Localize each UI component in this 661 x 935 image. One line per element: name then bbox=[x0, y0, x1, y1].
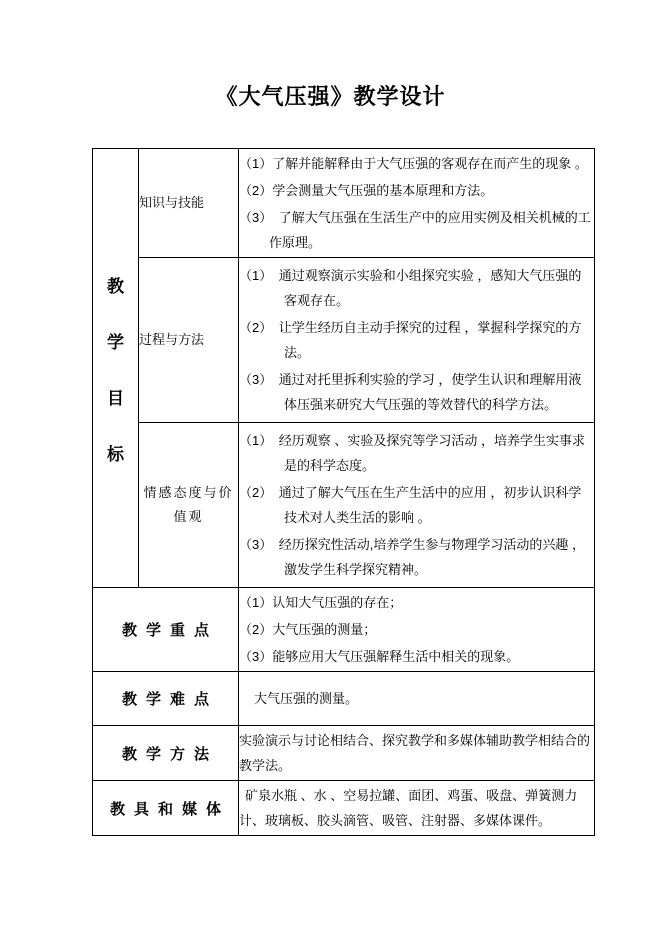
method-label: 教学方法 bbox=[93, 726, 239, 781]
objectives-vertical-label bbox=[93, 272, 138, 465]
objective-item: （3） 经历探究性活动,培养学生参与物理学习活动的兴趣 ，激发学生科学探究精神。 bbox=[239, 537, 585, 577]
table-row bbox=[93, 149, 595, 258]
key-point-item: （3）能够应用大气压强解释生活中相关的现象。 bbox=[239, 649, 520, 664]
process-method-label: 过程与方法 bbox=[139, 258, 239, 423]
page-title: 《大气压强》教学设计 bbox=[215, 84, 446, 109]
materials-content bbox=[239, 781, 595, 836]
objective-item: （1） 经历观察 、实验及探究等学习活动 ，培养学生实事求是的科学态度。 bbox=[239, 433, 585, 473]
objective-item: （1）了解并能解释由于大气压强的客观存在而产生的现象 。 bbox=[239, 156, 588, 171]
difficulty-content bbox=[239, 672, 595, 726]
key-point-item: （1）认知大气压强的存在； bbox=[239, 595, 403, 610]
objective-item: （2） 让学生经历自主动手探究的过程 ，掌握科学探究的方法。 bbox=[239, 320, 582, 360]
teaching-design-table bbox=[92, 148, 595, 836]
objective-item: （3） 了解大气压强在生活生产中的应用实例及相关机械的工作原理。 bbox=[239, 210, 591, 250]
objectives-char: 学 bbox=[107, 332, 124, 352]
attitude-values-content bbox=[239, 423, 595, 588]
difficulty-label: 教学难点 bbox=[93, 672, 239, 726]
key-point-item: （2）大气压强的测量； bbox=[239, 622, 377, 637]
table-row bbox=[93, 672, 595, 726]
objectives-char: 教 bbox=[107, 276, 124, 296]
objectives-char: 目 bbox=[107, 388, 124, 408]
objectives-header-cell bbox=[93, 149, 139, 588]
table-row bbox=[93, 258, 595, 423]
materials-text: 矿泉水瓶 、水 、空易拉罐、面团、鸡蛋、吸盘、弹簧测力计、玻璃板、胶头滴管、吸管、注射器、多媒体课件。 bbox=[239, 788, 578, 828]
key-points-label: 教学重点 bbox=[93, 588, 239, 672]
attitude-values-label: 情感态度与价值观 bbox=[139, 423, 239, 588]
knowledge-skills-label: 知识与技能 bbox=[139, 149, 239, 258]
objective-item: （2） 通过了解大气压在生产生活中的应用 ，初步认识科学技术对人类生活的影响 。 bbox=[239, 485, 582, 525]
objective-item: （2）学会测量大气压强的基本原理和方法。 bbox=[239, 183, 494, 198]
table-row bbox=[93, 588, 595, 672]
objective-item: （3） 通过对托里拆利实验的学习 ，使学生认识和理解用液体压强来研究大气压强的等效替代的科学方法。 bbox=[239, 372, 582, 412]
method-text: 实验演示与讨论相结合、探究教学和多媒体辅助教学相结合的教学法。 bbox=[239, 733, 591, 773]
table-row bbox=[93, 726, 595, 781]
difficulty-text: 大气压强的测量。 bbox=[254, 691, 359, 706]
knowledge-skills-content bbox=[239, 149, 595, 258]
table-row bbox=[93, 781, 595, 836]
table-row bbox=[93, 423, 595, 588]
objective-item: （1） 通过观察演示实验和小组探究实验 ，感知大气压强的客观存在。 bbox=[239, 268, 582, 308]
method-content bbox=[239, 726, 595, 781]
objectives-char: 标 bbox=[107, 444, 124, 464]
process-method-content bbox=[239, 258, 595, 423]
materials-label: 教具和媒体 bbox=[93, 781, 239, 836]
key-points-content bbox=[239, 588, 595, 672]
